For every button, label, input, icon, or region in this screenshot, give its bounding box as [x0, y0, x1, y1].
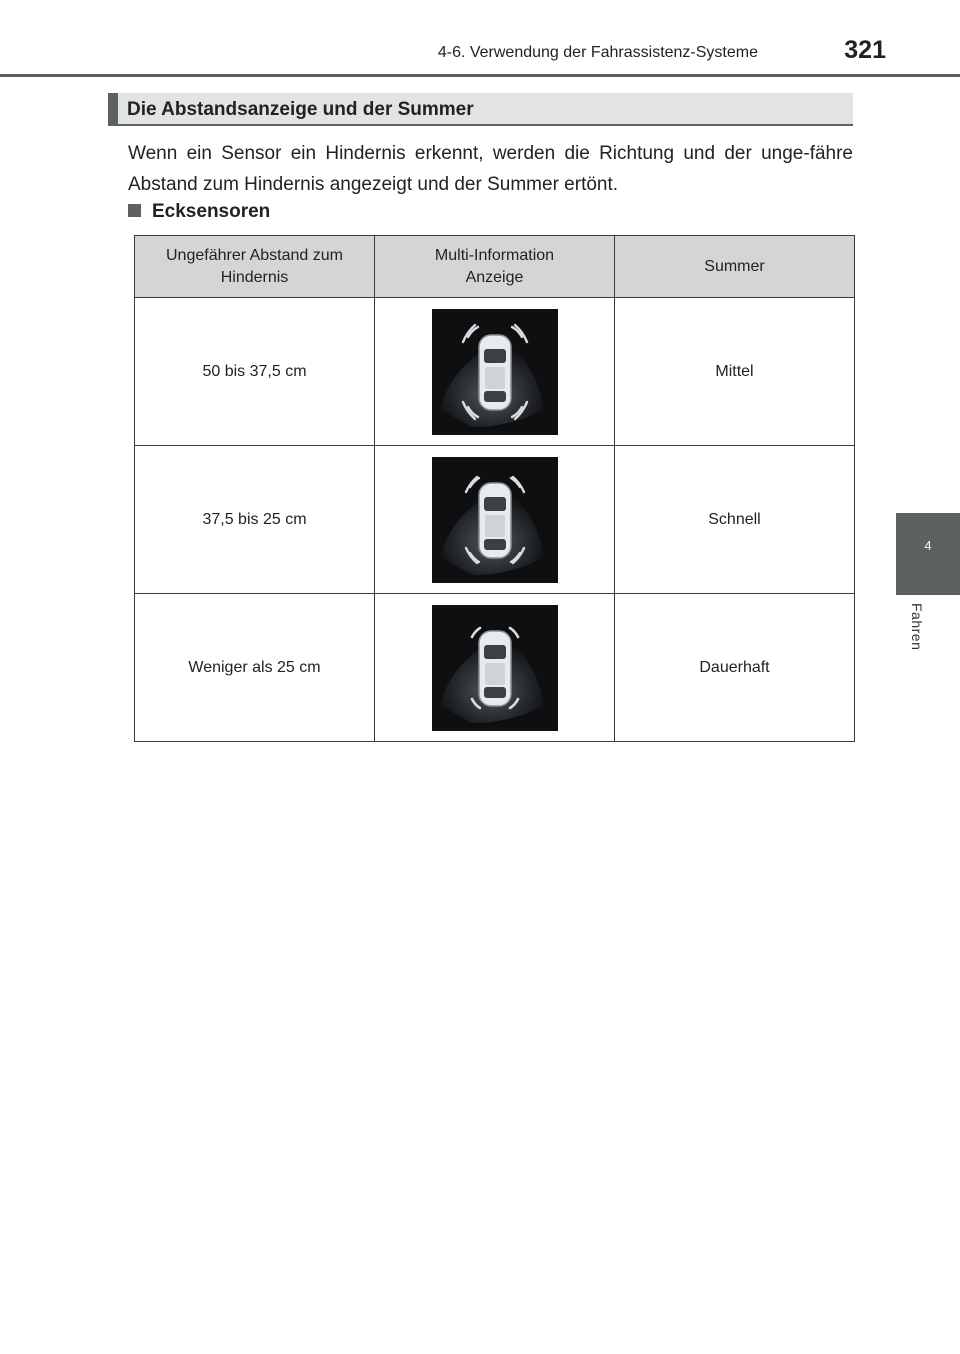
table-header-row — [135, 236, 855, 298]
intro-paragraph: Wenn ein Sensor ein Hindernis erkennt, werden die Richtung und der unge-fähre Abstand zum Hindernis angezeigt und der Summer ertönt. — [128, 143, 853, 195]
buzzer-cell: Mittel — [615, 298, 855, 446]
subsection-title: Ecksensoren — [152, 201, 271, 222]
subsection-heading — [128, 201, 270, 223]
page-number: 321 — [844, 36, 886, 64]
buzzer-cell: Schnell — [615, 446, 855, 594]
distance-cell: 50 bis 37,5 cm — [135, 298, 375, 446]
header-buzzer — [615, 236, 855, 298]
display-cell — [375, 594, 615, 742]
table-row — [135, 446, 855, 594]
car-sensor-display-icon — [432, 309, 558, 435]
header-distance — [135, 236, 375, 298]
table-row — [135, 594, 855, 742]
header-buzzer-text: Summer — [704, 257, 765, 275]
car-sensor-display-icon — [432, 605, 558, 731]
header-display-text: Multi-Information Anzeige — [434, 246, 555, 286]
display-cell — [375, 298, 615, 446]
section-title: Die Abstandsanzeige und der Summer — [127, 99, 474, 120]
section-accent — [108, 93, 118, 124]
buzzer-cell: Dauerhaft — [615, 594, 855, 742]
table-row — [135, 298, 855, 446]
car-sensor-display-icon — [432, 457, 558, 583]
sensor-table — [134, 235, 855, 742]
distance-cell: Weniger als 25 cm — [135, 594, 375, 742]
chapter-tab-number: 4 — [924, 538, 932, 553]
header-distance-text: Ungefährer Abstand zum Hindernis — [166, 246, 343, 286]
chapter-tab-label: Fahren — [909, 603, 925, 651]
square-bullet-icon — [128, 204, 141, 217]
section-header — [108, 93, 853, 126]
header-display — [375, 236, 615, 298]
display-cell — [375, 446, 615, 594]
chapter-tab[interactable] — [896, 513, 960, 595]
header-divider — [0, 74, 960, 77]
distance-cell: 37,5 bis 25 cm — [135, 446, 375, 594]
chapter-heading: 4-6. Verwendung der Fahrassistenz-Systeme — [437, 44, 758, 61]
